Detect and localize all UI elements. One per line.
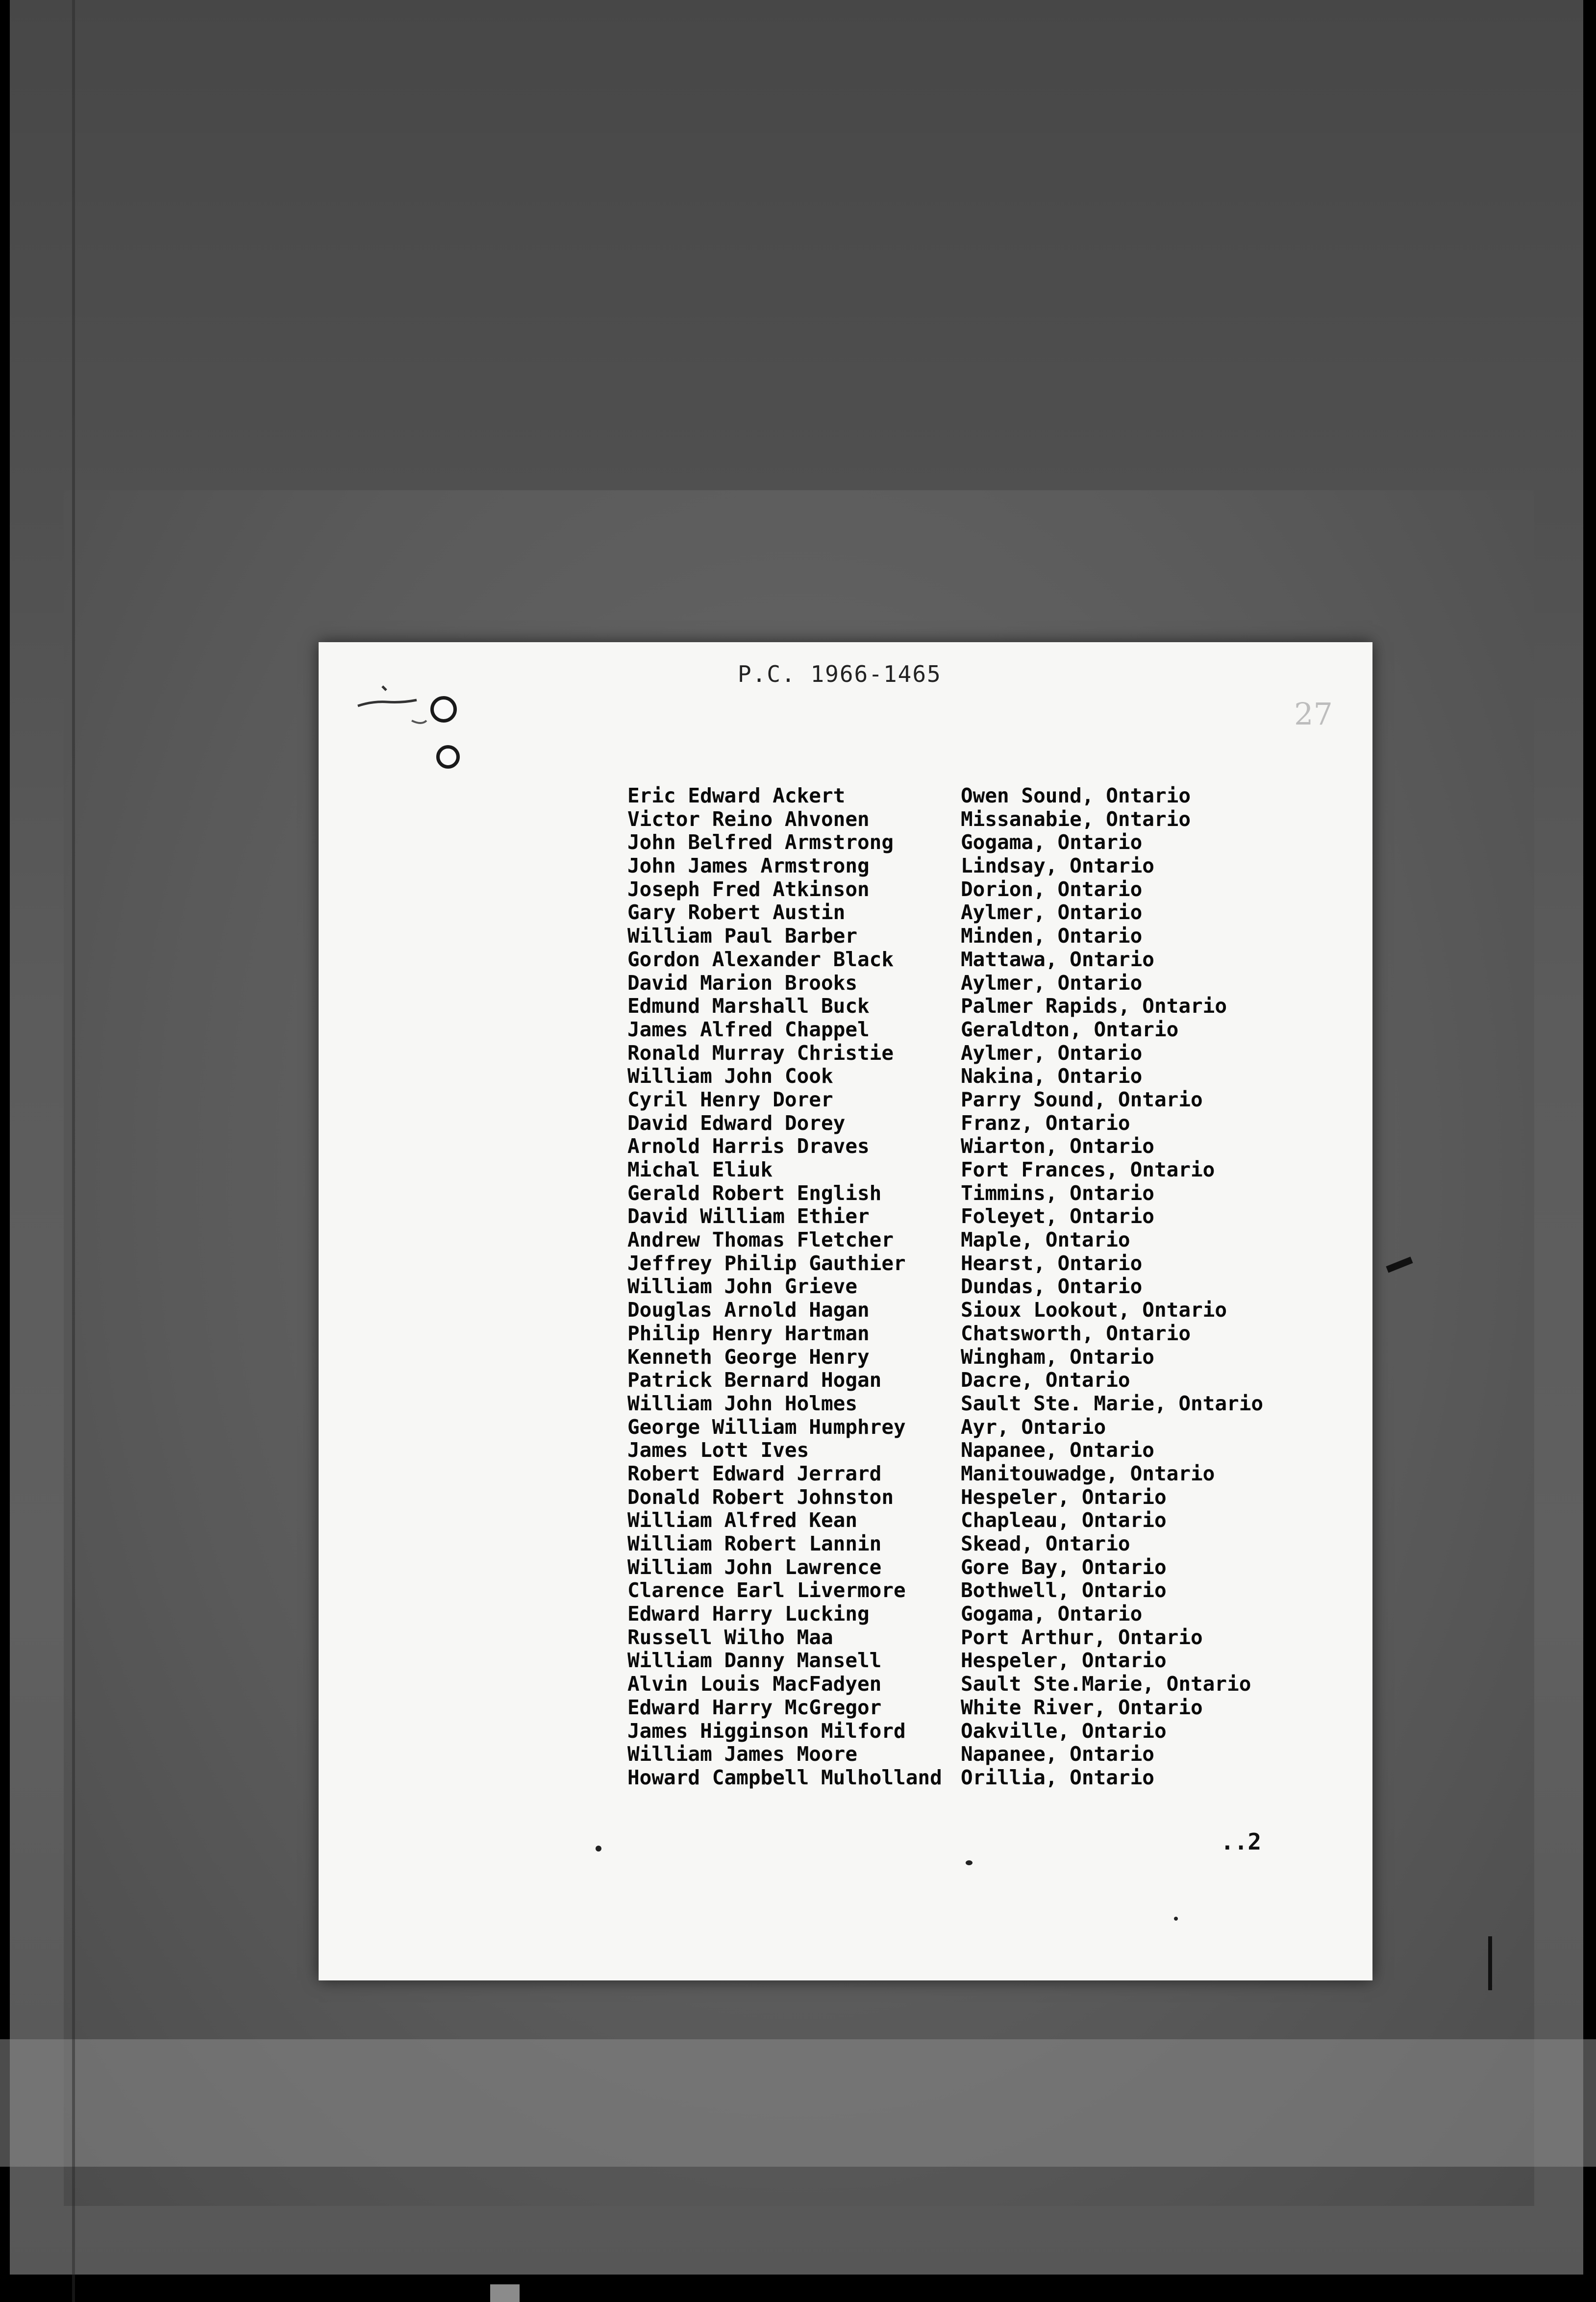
- roster-entry: [627, 1346, 1263, 1369]
- roster-entry: [627, 901, 1263, 925]
- document-page: [319, 642, 1372, 1980]
- residence: Gogama, Ontario: [961, 830, 1143, 854]
- residence: Parry Sound, Ontario: [961, 1087, 1203, 1111]
- roster-entry: [627, 1673, 1263, 1696]
- person-name: Edward Harry McGregor: [627, 1695, 882, 1719]
- residence: Owen Sound, Ontario: [961, 784, 1191, 807]
- person-name: Patrick Bernard Hogan: [627, 1368, 882, 1392]
- roster-entry: [627, 1018, 1263, 1042]
- residence: Foleyet, Ontario: [961, 1204, 1154, 1228]
- roster-entry: [627, 808, 1263, 831]
- roster-entry: [627, 1649, 1263, 1673]
- roster-entry: [627, 1065, 1263, 1088]
- person-name: John James Armstrong: [627, 854, 870, 878]
- person-name: David Edward Dorey: [627, 1111, 846, 1135]
- person-name: Russell Wilho Maa: [627, 1625, 833, 1649]
- page-number: 27: [1294, 696, 1333, 732]
- residence: Aylmer, Ontario: [961, 901, 1143, 925]
- person-name: George William Humphrey: [627, 1415, 906, 1439]
- residence: Aylmer, Ontario: [961, 1041, 1143, 1065]
- person-name: William Paul Barber: [627, 924, 857, 948]
- roster-entry: [627, 1299, 1263, 1322]
- residence: Sault Ste.Marie, Ontario: [961, 1672, 1251, 1696]
- residence: Hespeler, Ontario: [961, 1485, 1167, 1509]
- person-name: Gerald Robert English: [627, 1181, 882, 1205]
- residence: Ayr, Ontario: [961, 1415, 1106, 1439]
- residence: Lindsay, Ontario: [961, 854, 1154, 878]
- roster-entry: [627, 1720, 1263, 1743]
- roster-entry: [627, 784, 1263, 808]
- person-name: Joseph Fred Atkinson: [627, 877, 870, 901]
- person-name: Edmund Marshall Buck: [627, 994, 870, 1018]
- residence: Timmins, Ontario: [961, 1181, 1154, 1205]
- residence: Franz, Ontario: [961, 1111, 1130, 1135]
- roster-entry: [627, 1158, 1263, 1182]
- residence: Fort Frances, Ontario: [961, 1158, 1215, 1181]
- roster-entry: [627, 1462, 1263, 1486]
- residence: Hespeler, Ontario: [961, 1649, 1167, 1673]
- person-name: William Alfred Kean: [627, 1508, 857, 1532]
- roster-entry: [627, 1416, 1263, 1439]
- residence: Bothwell, Ontario: [961, 1578, 1167, 1602]
- residence: Geraldton, Ontario: [961, 1017, 1179, 1041]
- roster-entry: [627, 1486, 1263, 1509]
- roster-entry: [627, 1532, 1263, 1556]
- residence: Oakville, Ontario: [961, 1719, 1167, 1743]
- roster-entry: [627, 831, 1263, 854]
- person-name: William John Cook: [627, 1064, 833, 1088]
- roster-entry: [627, 1042, 1263, 1065]
- roster-entry: [627, 925, 1263, 948]
- person-name: Alvin Louis MacFadyen: [627, 1672, 882, 1696]
- roster-entry: [627, 1556, 1263, 1579]
- person-name: Edward Harry Lucking: [627, 1602, 870, 1626]
- roster-entry: [627, 1696, 1263, 1720]
- residence: Palmer Rapids, Ontario: [961, 994, 1227, 1018]
- person-name: Arnold Harris Draves: [627, 1134, 870, 1158]
- residence: Hearst, Ontario: [961, 1251, 1143, 1275]
- roster-entry: [627, 1112, 1263, 1135]
- person-name: Gordon Alexander Black: [627, 947, 894, 971]
- residence: Wingham, Ontario: [961, 1345, 1154, 1369]
- person-name: Donald Robert Johnston: [627, 1485, 894, 1509]
- person-name: Gary Robert Austin: [627, 901, 846, 925]
- residence: Dundas, Ontario: [961, 1275, 1143, 1299]
- residence: Gore Bay, Ontario: [961, 1555, 1167, 1579]
- roster-entry: [627, 972, 1263, 995]
- person-name: Clarence Earl Livermore: [627, 1578, 906, 1602]
- residence: Nakina, Ontario: [961, 1064, 1143, 1088]
- person-name: James Alfred Chappel: [627, 1017, 870, 1041]
- roster-entry: [627, 1322, 1263, 1346]
- roster-entry: [627, 1602, 1263, 1626]
- residence: Chatsworth, Ontario: [961, 1321, 1191, 1345]
- residence: Napanee, Ontario: [961, 1742, 1154, 1766]
- person-name: William John Grieve: [627, 1275, 857, 1299]
- person-name: John Belfred Armstrong: [627, 830, 894, 854]
- order-reference: P.C. 1966-1465: [738, 661, 942, 687]
- roster-entry: [627, 1252, 1263, 1276]
- roster-entry: [627, 1579, 1263, 1602]
- ink-speck: [966, 1860, 973, 1865]
- person-name: Michal Eliuk: [627, 1158, 773, 1181]
- residence: Chapleau, Ontario: [961, 1508, 1167, 1532]
- residence: Maple, Ontario: [961, 1228, 1130, 1252]
- residence: Skead, Ontario: [961, 1532, 1130, 1555]
- person-name: James Lott Ives: [627, 1438, 809, 1462]
- roster-entry: [627, 1182, 1263, 1205]
- person-name: Andrew Thomas Fletcher: [627, 1228, 894, 1252]
- person-name: William John Holmes: [627, 1391, 857, 1415]
- roster-entry: [627, 1228, 1263, 1252]
- residence: Port Arthur, Ontario: [961, 1625, 1203, 1649]
- person-name: Eric Edward Ackert: [627, 784, 846, 807]
- roster-entry: [627, 1766, 1263, 1790]
- roster-list: [627, 784, 1263, 1790]
- residence: Sault Ste. Marie, Ontario: [961, 1391, 1264, 1415]
- roster-entry: [627, 948, 1263, 972]
- residence: Gogama, Ontario: [961, 1602, 1143, 1626]
- person-name: Robert Edward Jerrard: [627, 1461, 882, 1485]
- roster-entry: [627, 1275, 1263, 1299]
- ink-speck: [1174, 1917, 1178, 1921]
- roster-entry: [627, 1626, 1263, 1650]
- roster-entry: [627, 1392, 1263, 1416]
- person-name: Douglas Arnold Hagan: [627, 1298, 870, 1322]
- residence: Sioux Lookout, Ontario: [961, 1298, 1227, 1322]
- roster-entry: [627, 1439, 1263, 1462]
- residence: Dorion, Ontario: [961, 877, 1143, 901]
- punch-hole-icon: [430, 696, 457, 723]
- roster-entry: [627, 1369, 1263, 1392]
- roster-entry: [627, 1135, 1263, 1158]
- residence: Mattawa, Ontario: [961, 947, 1154, 971]
- roster-entry: [627, 854, 1263, 878]
- roster-entry: [627, 1205, 1263, 1228]
- person-name: Jeffrey Philip Gauthier: [627, 1251, 906, 1275]
- person-name: Cyril Henry Dorer: [627, 1087, 833, 1111]
- residence: Aylmer, Ontario: [961, 971, 1143, 995]
- continuation-marker: ..2: [1221, 1828, 1262, 1855]
- residence: Minden, Ontario: [961, 924, 1143, 948]
- residence: Manitouwadge, Ontario: [961, 1461, 1215, 1485]
- person-name: David Marion Brooks: [627, 971, 857, 995]
- person-name: William Danny Mansell: [627, 1649, 882, 1673]
- person-name: Ronald Murray Christie: [627, 1041, 894, 1065]
- person-name: William John Lawrence: [627, 1555, 882, 1579]
- punch-hole-icon: [436, 745, 460, 769]
- roster-entry: [627, 1509, 1263, 1532]
- residence: Napanee, Ontario: [961, 1438, 1154, 1462]
- ink-speck: [596, 1846, 601, 1852]
- roster-entry: [627, 878, 1263, 901]
- person-name: Victor Reino Ahvonen: [627, 807, 870, 831]
- residence: White River, Ontario: [961, 1695, 1203, 1719]
- person-name: David William Ethier: [627, 1204, 870, 1228]
- person-name: James Higginson Milford: [627, 1719, 906, 1743]
- person-name: William James Moore: [627, 1742, 857, 1766]
- roster-entry: [627, 995, 1263, 1018]
- roster-entry: [627, 1743, 1263, 1766]
- residence: Orillia, Ontario: [961, 1765, 1154, 1789]
- person-name: William Robert Lannin: [627, 1532, 882, 1555]
- roster-entry: [627, 1088, 1263, 1112]
- person-name: Kenneth George Henry: [627, 1345, 870, 1369]
- residence: Missanabie, Ontario: [961, 807, 1191, 831]
- person-name: Howard Campbell Mulholland: [627, 1765, 942, 1789]
- residence: Dacre, Ontario: [961, 1368, 1130, 1392]
- person-name: Philip Henry Hartman: [627, 1321, 870, 1345]
- residence: Wiarton, Ontario: [961, 1134, 1154, 1158]
